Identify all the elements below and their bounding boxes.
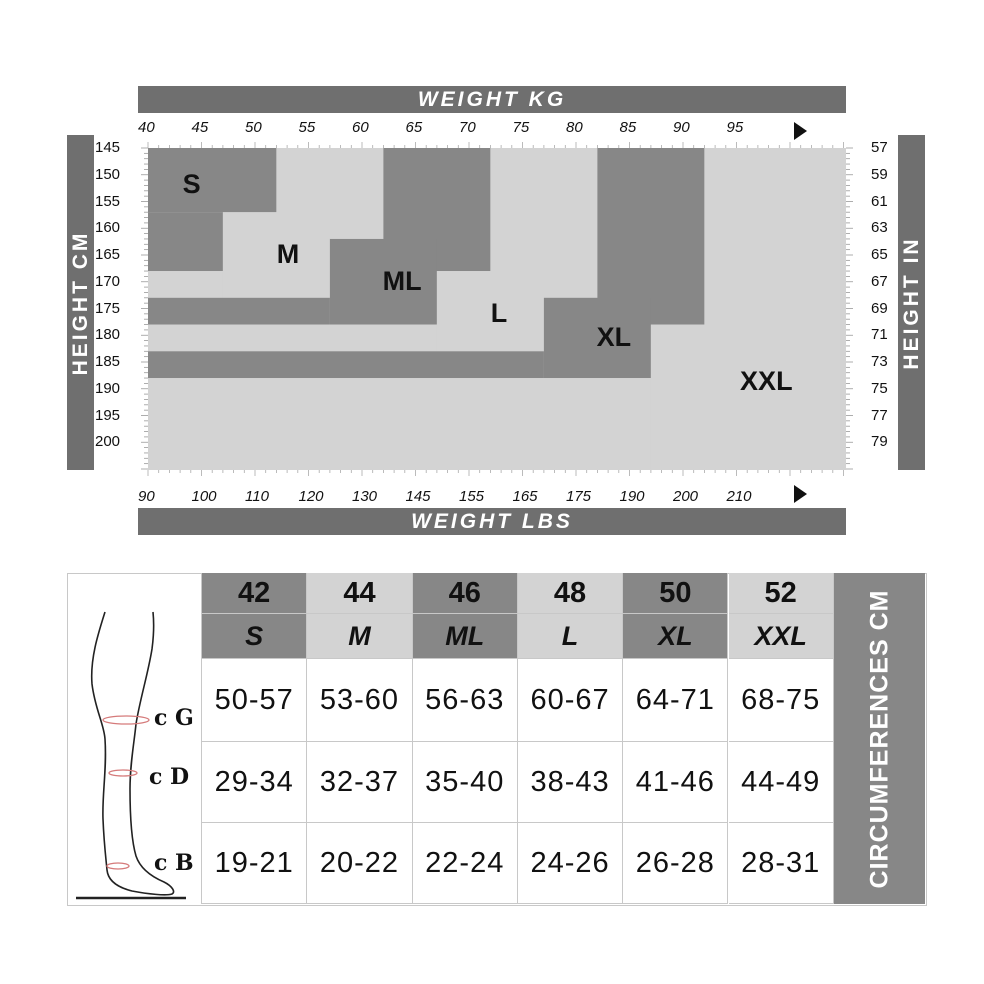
circumference-value: 44-49 [741,765,821,798]
in-tick-label: 65 [871,246,888,263]
zone-label-xxl: XXL [740,365,793,396]
weight-kg-banner: WEIGHT KG [138,86,846,113]
lbs-tick-label: 210 [726,488,752,505]
row-label-cg: c G [154,705,194,731]
kg-tick-label: 90 [673,119,690,136]
weight-lbs-banner: WEIGHT LBS [138,508,846,535]
table-cell [623,823,728,904]
size-number-header [518,573,623,614]
size-letter-header [518,614,623,659]
size-number-header [729,573,834,614]
in-tick-label: 61 [871,192,888,210]
circumference-value: 28-31 [741,846,821,879]
size-number-header [623,573,728,614]
zone-label-ml: ML [382,265,422,296]
size-letter-header [202,614,307,659]
table-cell [307,823,412,904]
size-letter: XXL [754,620,807,651]
table-cell [202,659,307,742]
kg-tick-label: 85 [619,119,637,136]
lbs-tick-label: 200 [673,488,699,505]
kg-tick-label: 45 [191,119,209,136]
size-number: 50 [659,576,692,609]
zone-label-xl: XL [596,321,632,352]
cm-tick-label: 180 [95,326,121,344]
kg-tick-label: 55 [298,119,316,136]
lbs-tick-label: 155 [459,488,485,505]
circumference-value: 22-24 [425,846,505,879]
zone-m-block [148,271,223,298]
zone-ml-block [148,298,330,325]
circumference-value: 64-71 [635,683,715,716]
size-letter-header [623,614,728,659]
circumference-value: 24-26 [530,846,610,879]
lbs-tick-label: 190 [619,488,645,505]
size-letter: L [561,620,579,651]
lbs-tick-label: 130 [352,488,378,505]
size-letter: ML [445,620,485,651]
table-cell [202,823,307,904]
in-tick-label: 77 [871,406,888,424]
in-tick-label: 71 [871,326,888,344]
height-in-label: HEIGHT IN [899,235,923,370]
kg-tick-label: 40 [138,119,155,136]
zone-l-block [148,325,437,352]
table-cell [307,659,412,742]
table-cell [307,742,412,823]
size-number-header [202,573,307,614]
row-label-cb: c B [154,850,194,876]
size-letter: S [245,620,264,651]
circumference-value: 20-22 [319,846,400,879]
zone-label-m: M [276,239,300,269]
cm-tick-label: 155 [95,192,121,210]
table-cell [518,823,623,904]
size-letter-header [413,614,518,659]
table-cell [413,659,518,742]
in-tick-label: 69 [871,299,888,317]
circumferences-banner [834,573,925,904]
lbs-tick-label: 90 [138,488,155,505]
kg-tick-label: 50 [245,119,262,136]
size-letter: XL [658,620,693,651]
cm-tick-label: 145 [95,139,121,156]
circumference-value: 60-67 [530,683,610,716]
size-number-header [307,573,412,614]
lbs-tick-label: 165 [512,488,538,505]
lbs-axis-arrow-icon [794,485,807,503]
size-number: 42 [238,576,271,609]
cm-tick-label: 190 [95,379,121,397]
lbs-tick-label: 110 [245,488,269,505]
size-number: 44 [343,576,376,609]
circumference-value: 26-28 [635,846,715,879]
lbs-tick-label: 145 [405,488,431,505]
zone-xl-block [148,351,544,378]
table-cell [413,823,518,904]
circumference-value: 50-57 [214,683,294,716]
in-tick-label: 67 [871,272,888,290]
kg-tick-label: 60 [352,119,369,136]
kg-tick-label: 70 [459,119,476,136]
circumference-value: 35-40 [425,765,505,798]
in-tick-label: 73 [871,353,888,370]
row-label-cd: c D [149,764,190,790]
table-cell [729,659,834,742]
in-tick-label: 57 [871,139,888,156]
lbs-tick-label: 100 [191,488,217,505]
circumference-value: 29-34 [214,765,294,798]
table-cell [729,742,834,823]
circumference-value: 32-37 [319,765,400,798]
height-cm-label: HEIGHT CM [68,230,92,375]
cm-tick-label: 185 [95,353,121,370]
circumference-value: 41-46 [635,765,715,798]
zone-xxl-block [148,378,651,469]
circumference-value: 38-43 [530,765,610,798]
table-cell [518,742,623,823]
cm-tick-label: 150 [95,165,121,183]
kg-tick-label: 75 [512,119,530,136]
table-cell [623,659,728,742]
zone-xxl-block [704,148,843,325]
cm-tick-label: 175 [95,299,121,317]
circumference-value: 56-63 [425,683,505,716]
circumference-value: 68-75 [741,683,821,716]
size-number: 52 [764,576,797,609]
lbs-tick-label: 120 [298,488,324,505]
cm-tick-label: 165 [95,246,121,263]
circumference-value: 19-21 [214,846,294,879]
size-letter-header [307,614,412,659]
circumferences-label: CIRCUMFERENCES CM [865,589,893,888]
kg-tick-label: 95 [726,119,744,136]
circumference-value: 53-60 [319,683,400,716]
zone-label-s: S [182,169,201,200]
size-letter: M [348,620,371,651]
zone-s-block [148,148,276,212]
zone-label-l: L [490,297,508,328]
in-tick-label: 63 [871,219,888,237]
table-cell [202,742,307,823]
size-letter-header [729,614,834,659]
cm-tick-label: 160 [95,219,121,237]
cm-tick-label: 170 [95,272,121,290]
table-cell [729,823,834,904]
lbs-tick-label: 175 [566,488,592,505]
in-tick-label: 75 [871,379,888,397]
size-number-header [413,573,518,614]
cm-tick-label: 195 [95,406,121,424]
kg-tick-label: 65 [405,119,423,136]
table-cell [518,659,623,742]
zone-s-block [148,212,223,271]
size-number: 46 [448,576,481,609]
size-number: 48 [553,576,587,609]
kg-tick-label: 80 [566,119,583,136]
in-tick-label: 59 [871,165,888,183]
table-cell [623,742,728,823]
table-divider [201,573,202,904]
table-cell [413,742,518,823]
cm-tick-label: 200 [95,433,121,451]
in-tick-label: 79 [871,433,888,451]
